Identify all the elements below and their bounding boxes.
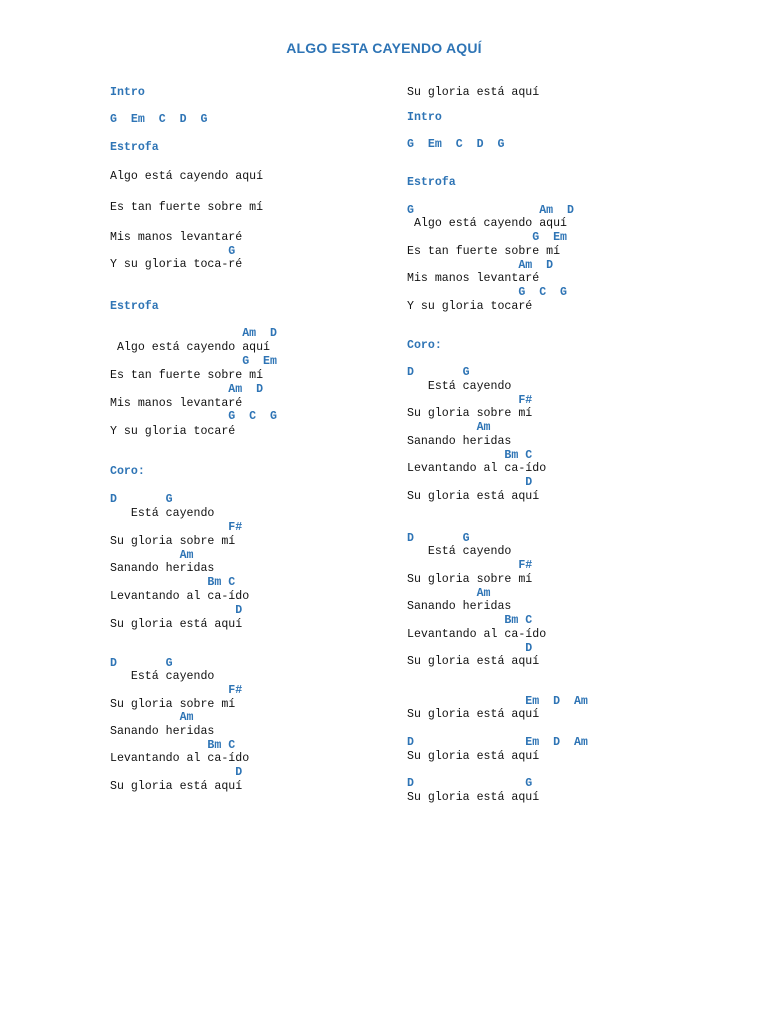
chord-line: Em D Am — [407, 695, 588, 708]
lyric-line: Y su gloria tocaré — [407, 300, 533, 313]
chord-line: Am — [407, 421, 491, 434]
lyric-line: Su gloria sobre mí — [110, 698, 236, 711]
chord-line: Am — [110, 711, 194, 724]
lyric-line: Levantando al ca-ído — [407, 628, 547, 641]
lyric-line: Es tan fuerte sobre mí — [407, 245, 561, 258]
chord-line: D G — [407, 532, 470, 545]
lyric-line: Sanando heridas — [407, 435, 512, 448]
section-heading: Estrofa — [110, 300, 159, 313]
lyric-line: Algo está cayendo aquí — [407, 217, 568, 230]
section-heading: Coro: — [407, 339, 442, 352]
lyric-line: Su gloria sobre mí — [407, 573, 533, 586]
section-heading: Estrofa — [407, 176, 456, 189]
lyric-line: Y su gloria tocaré — [110, 425, 236, 438]
lyric-line: Está cayendo — [110, 507, 215, 520]
chord-line: Bm C — [110, 739, 236, 752]
lyric-line: Algo está cayendo aquí — [110, 341, 271, 354]
lyric-line: Levantando al ca-ído — [110, 752, 250, 765]
chord-line: G C G — [110, 410, 277, 423]
lyric-line: Su gloria sobre mí — [110, 535, 236, 548]
chord-line: D G — [407, 777, 533, 790]
chord-line: D — [110, 766, 243, 779]
lyric-line: Está cayendo — [110, 670, 215, 683]
chord-line: D — [407, 476, 533, 489]
lyric-line: Es tan fuerte sobre mí — [110, 201, 264, 214]
chord-line: G C G — [407, 286, 568, 299]
lyric-line: Sanando heridas — [407, 600, 512, 613]
lyric-line: Está cayendo — [407, 545, 512, 558]
chord-line: F# — [407, 394, 533, 407]
chord-line: D — [110, 604, 243, 617]
lyric-line: Está cayendo — [407, 380, 512, 393]
lyric-line: Su gloria está aquí — [407, 490, 540, 503]
chord-line: F# — [110, 684, 243, 697]
chord-line: Am D — [110, 383, 264, 396]
lyric-line: Su gloria está aquí — [407, 655, 540, 668]
lyric-line: Su gloria está aquí — [407, 708, 540, 721]
chord-line: Am D — [110, 327, 277, 340]
lyric-line: Su gloria sobre mí — [407, 407, 533, 420]
chord-line: D — [407, 642, 533, 655]
lyric-line: Su gloria está aquí — [407, 86, 540, 99]
chord-line: G Em C D G — [407, 138, 505, 151]
chord-line: G Am D — [407, 204, 574, 217]
lyric-line: Su gloria está aquí — [407, 791, 540, 804]
section-heading: Estrofa — [110, 141, 159, 154]
chord-line: D G — [110, 493, 173, 506]
lyric-line: Mis manos levantaré — [110, 231, 243, 244]
section-heading: Coro: — [110, 465, 145, 478]
lyric-line: Levantando al ca-ído — [110, 590, 250, 603]
chord-line: G Em C D G — [110, 113, 208, 126]
lyric-line: Su gloria está aquí — [407, 750, 540, 763]
lyric-line: Sanando heridas — [110, 725, 215, 738]
lyric-line: Mis manos levantaré — [407, 272, 540, 285]
chord-line: F# — [407, 559, 533, 572]
lyric-line: Es tan fuerte sobre mí — [110, 369, 264, 382]
chord-line: Am D — [407, 259, 554, 272]
chord-line: G Em — [407, 231, 568, 244]
lyric-line: Algo está cayendo aquí — [110, 170, 264, 183]
song-title: ALGO ESTA CAYENDO AQUÍ — [286, 40, 482, 56]
chord-line: Am — [110, 549, 194, 562]
chord-line: F# — [110, 521, 243, 534]
chord-line: D G — [407, 366, 470, 379]
lyric-line: Sanando heridas — [110, 562, 215, 575]
lyric-line: Levantando al ca-ído — [407, 462, 547, 475]
chord-line: G — [110, 245, 236, 258]
chord-line: D G — [110, 657, 173, 670]
lyric-line: Su gloria está aquí — [110, 780, 243, 793]
chord-line: Bm C — [110, 576, 236, 589]
section-heading: Intro — [110, 86, 145, 99]
section-heading: Intro — [407, 111, 442, 124]
chord-line: Bm C — [407, 614, 533, 627]
chord-line: G Em — [110, 355, 277, 368]
lyric-line: Su gloria está aquí — [110, 618, 243, 631]
lyric-line: Mis manos levantaré — [110, 397, 243, 410]
chord-line: D Em D Am — [407, 736, 588, 749]
chord-line: Bm C — [407, 449, 533, 462]
lyric-line: Y su gloria toca-ré — [110, 258, 243, 271]
chord-line: Am — [407, 587, 491, 600]
